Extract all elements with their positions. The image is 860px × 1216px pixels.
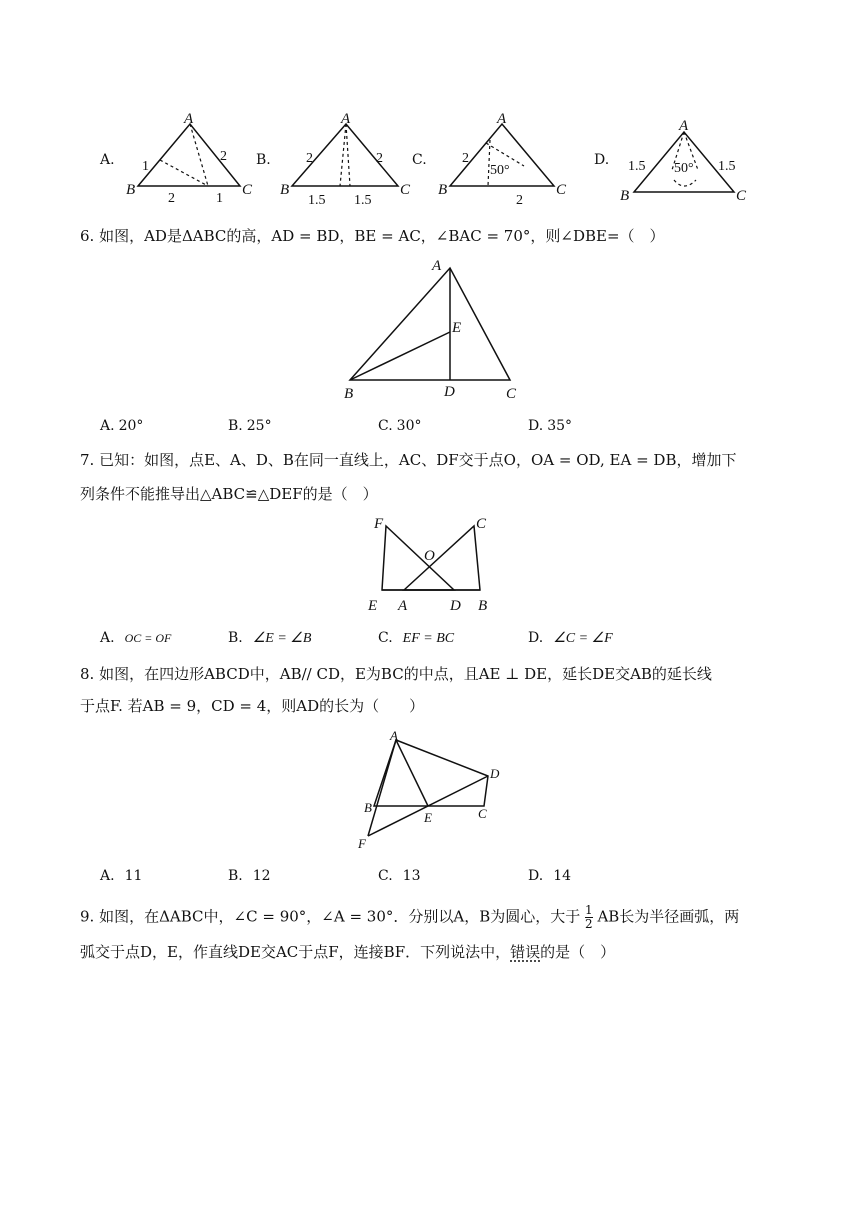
svg-text:B: B	[280, 182, 290, 198]
q8-text-line1: 如图，在四边形ABCD中，AB// CD，E为BC的中点，且AE ⊥ DE，延长DE交AB的延长线	[99, 665, 712, 683]
svg-text:C: C	[478, 806, 487, 821]
q8-figure	[354, 726, 514, 856]
q7-option-d[interactable]: D. ∠C = ∠F	[528, 630, 613, 646]
svg-text:B: B	[620, 188, 630, 204]
q5-triangle-a	[120, 110, 260, 210]
svg-text:1: 1	[216, 191, 223, 206]
q7-option-c[interactable]: C. EF = BC	[378, 630, 455, 646]
svg-text:A: A	[390, 728, 398, 743]
label-C: C	[242, 182, 253, 198]
q6-number: 6.	[80, 227, 95, 245]
q7-text-line2: 列条件不能推导出△ABC≌△DEF的是（ ）	[80, 485, 378, 503]
q7-option-a[interactable]: A. OC = OF	[100, 630, 172, 646]
svg-text:A: A	[341, 111, 351, 127]
svg-text:2: 2	[462, 151, 469, 166]
svg-text:D: D	[490, 766, 500, 781]
svg-text:1.5: 1.5	[718, 159, 736, 174]
svg-text:1.5: 1.5	[308, 193, 326, 208]
q9-number: 9.	[80, 907, 95, 926]
svg-text:2: 2	[306, 151, 313, 166]
svg-text:E: E	[452, 320, 462, 336]
svg-text:2: 2	[376, 151, 383, 166]
svg-text:2: 2	[516, 193, 523, 208]
q7-number: 7.	[80, 451, 95, 469]
svg-text:D: D	[444, 384, 455, 400]
q5-triangle-c	[434, 110, 574, 210]
label-B: B	[126, 182, 136, 198]
svg-text:C: C	[476, 516, 487, 532]
q7-option-b[interactable]: B. ∠E = ∠B	[228, 630, 312, 646]
q6-option-a[interactable]: A. 20°	[100, 418, 144, 434]
q5-option-d-letter[interactable]: D.	[594, 152, 610, 168]
q8-number: 8.	[80, 665, 95, 683]
q9-emphasis: 错误	[510, 943, 541, 961]
q6-text: 如图，AD是ΔABC的高，AD = BD，BE = AC，∠BAC = 70°，则∠DBE=（ ）	[99, 227, 665, 245]
svg-text:A: A	[432, 258, 442, 274]
q8-text-line2: 于点F. 若AB = 9，CD = 4，则AD的长为（ ）	[80, 697, 425, 715]
svg-text:A: A	[398, 598, 408, 614]
q9-text-line2a: 弧交于点D，E，作直线DE交AC于点F，连接BF．下列说法中，	[80, 943, 511, 961]
q6-option-d[interactable]: D. 35°	[528, 418, 573, 434]
svg-text:1.5: 1.5	[354, 193, 372, 208]
q6-figure	[338, 254, 538, 404]
label-A: A	[184, 111, 194, 127]
q5-option-b-letter[interactable]: B.	[256, 152, 271, 168]
svg-text:50°: 50°	[490, 163, 510, 178]
q7-text-line1: 已知：如图，点E、A、D、B在同一直线上，AC、DF交于点O，OA = OD, EA = DB，增加下	[99, 451, 737, 469]
svg-text:O: O	[424, 548, 435, 564]
q5-triangle-b	[278, 110, 418, 210]
q9-text-line1b: AB长为半径画弧，两	[597, 907, 740, 926]
q5-option-c-letter[interactable]: C.	[412, 152, 427, 168]
svg-text:C: C	[556, 182, 567, 198]
q8-option-b[interactable]: B. 12	[228, 868, 271, 884]
svg-text:F: F	[374, 516, 384, 532]
q9-text-line2b: 的是（ ）	[540, 943, 616, 961]
svg-text:2: 2	[168, 191, 175, 206]
svg-text:1: 1	[142, 159, 149, 174]
svg-text:1.5: 1.5	[628, 159, 646, 174]
q7-figure	[364, 512, 504, 612]
q8-option-a[interactable]: A. 11	[100, 868, 143, 884]
svg-text:2: 2	[220, 149, 227, 164]
svg-text:B: B	[478, 598, 488, 614]
q9-fraction: $\frac{1}{2}$	[585, 903, 593, 931]
svg-text:B: B	[344, 386, 354, 402]
q8-option-c[interactable]: C. 13	[378, 868, 421, 884]
svg-text:A: A	[679, 118, 689, 134]
svg-text:C: C	[506, 386, 517, 402]
svg-text:B: B	[438, 182, 448, 198]
svg-text:C: C	[736, 188, 747, 204]
svg-text:C: C	[400, 182, 411, 198]
q5-triangle-d	[616, 110, 756, 210]
svg-text:50°: 50°	[674, 161, 694, 176]
svg-text:E: E	[368, 598, 378, 614]
svg-text:D: D	[450, 598, 461, 614]
q8-option-d[interactable]: D. 14	[528, 868, 572, 884]
q5-option-a-letter[interactable]: A.	[100, 152, 115, 168]
svg-text:B: B	[364, 800, 372, 815]
q6-option-c[interactable]: C. 30°	[378, 418, 422, 434]
q6-option-b[interactable]: B. 25°	[228, 418, 272, 434]
svg-text:A: A	[497, 111, 507, 127]
q9-text-line1a: 如图，在ΔABC中，∠C = 90°，∠A = 30°．分别以A，B为圆心，大于	[99, 907, 581, 926]
svg-text:E: E	[424, 810, 432, 825]
svg-text:F: F	[358, 836, 366, 851]
